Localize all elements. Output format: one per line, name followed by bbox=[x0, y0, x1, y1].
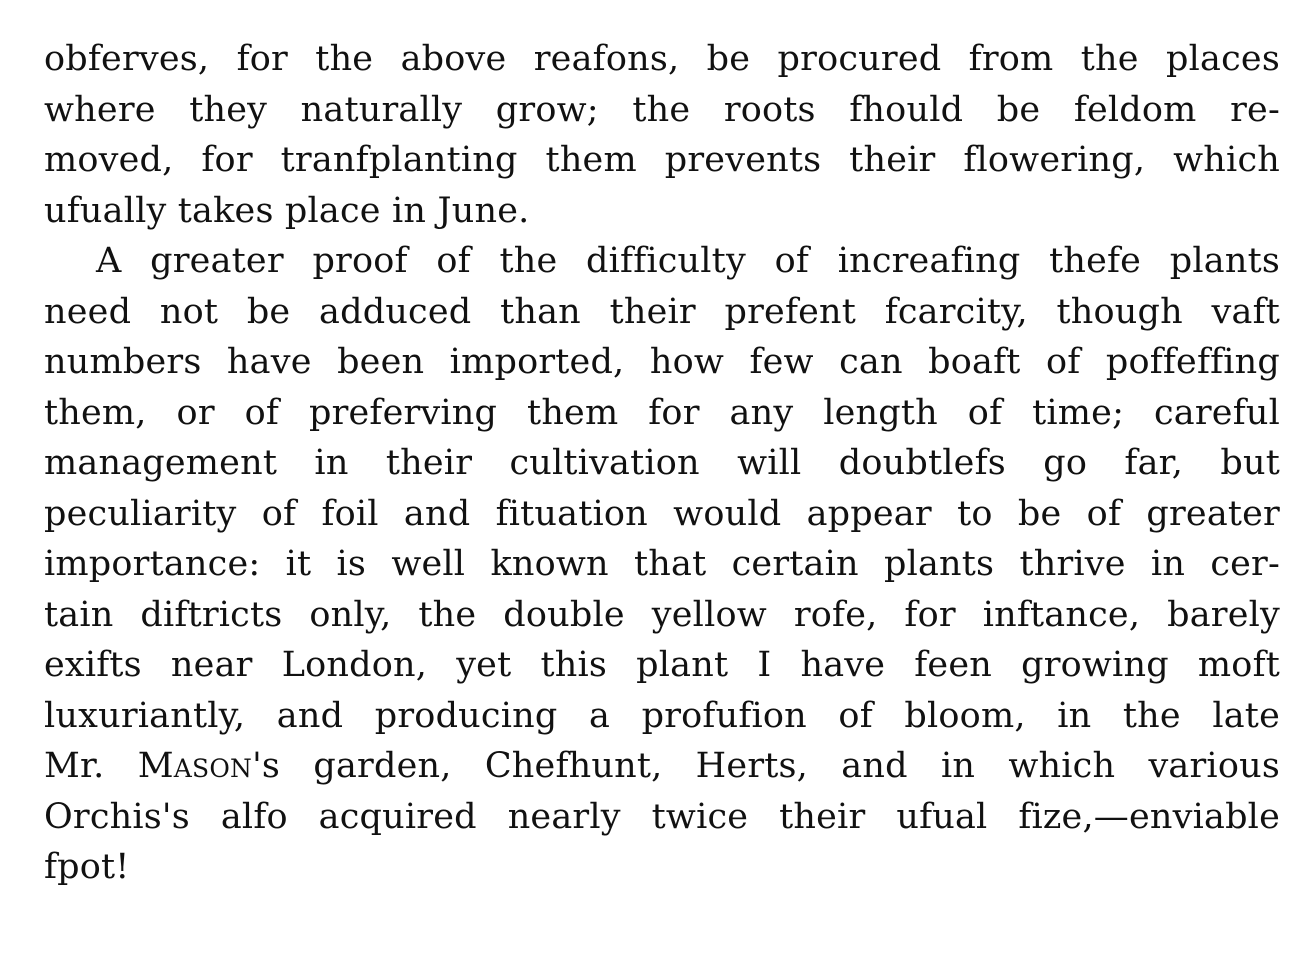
text-line: A greater proof of the difficulty of increafing thefe plants bbox=[96, 241, 1280, 281]
text-line: fpot! bbox=[44, 847, 130, 887]
text-line: where they naturally grow; the roots fhould be feldom re- bbox=[44, 89, 1280, 130]
text-line: numbers have been imported, how few can boaft of poffeffing bbox=[44, 342, 1280, 382]
text-line: luxuriantly, and producing a profufion of bloom, in the late bbox=[44, 695, 1280, 736]
paragraph-1 bbox=[44, 34, 1280, 236]
text-line: peculiarity of foil and fituation would appear to be of greater bbox=[44, 493, 1280, 534]
text-line: obferves, for the above reafons, be procured from the places bbox=[44, 39, 1280, 79]
paragraph-2 bbox=[44, 236, 1280, 893]
text-line: tain diftricts only, the double yellow rofe, for inftance, barely bbox=[44, 594, 1280, 635]
text-line: importance: it is well known that certain plants thrive in cer- bbox=[44, 544, 1280, 584]
text-line: management in their cultivation will doubtlefs go far, but bbox=[44, 443, 1280, 483]
text-line: moved, for tranfplanting them prevents their flowering, which bbox=[44, 140, 1280, 180]
text-fragment: Mr. bbox=[44, 746, 138, 786]
text-line: them, or of preferving them for any length of time; careful bbox=[44, 392, 1280, 433]
text-fragment: 's garden, Chefhunt, Herts, and in which various bbox=[252, 746, 1280, 786]
text-line: Orchis's alfo acquired nearly twice their ufual fize,—enviable bbox=[44, 796, 1280, 837]
body-text bbox=[44, 34, 1280, 893]
text-line: exifts near London, yet this plant I have feen growing moft bbox=[44, 645, 1280, 685]
person-name-smallcaps: Mason bbox=[137, 746, 253, 786]
text-line: ufually takes place in June. bbox=[44, 190, 530, 231]
text-line-mason bbox=[44, 741, 1280, 792]
text-line: need not be adduced than their prefent fcarcity, though vaft bbox=[44, 291, 1280, 332]
